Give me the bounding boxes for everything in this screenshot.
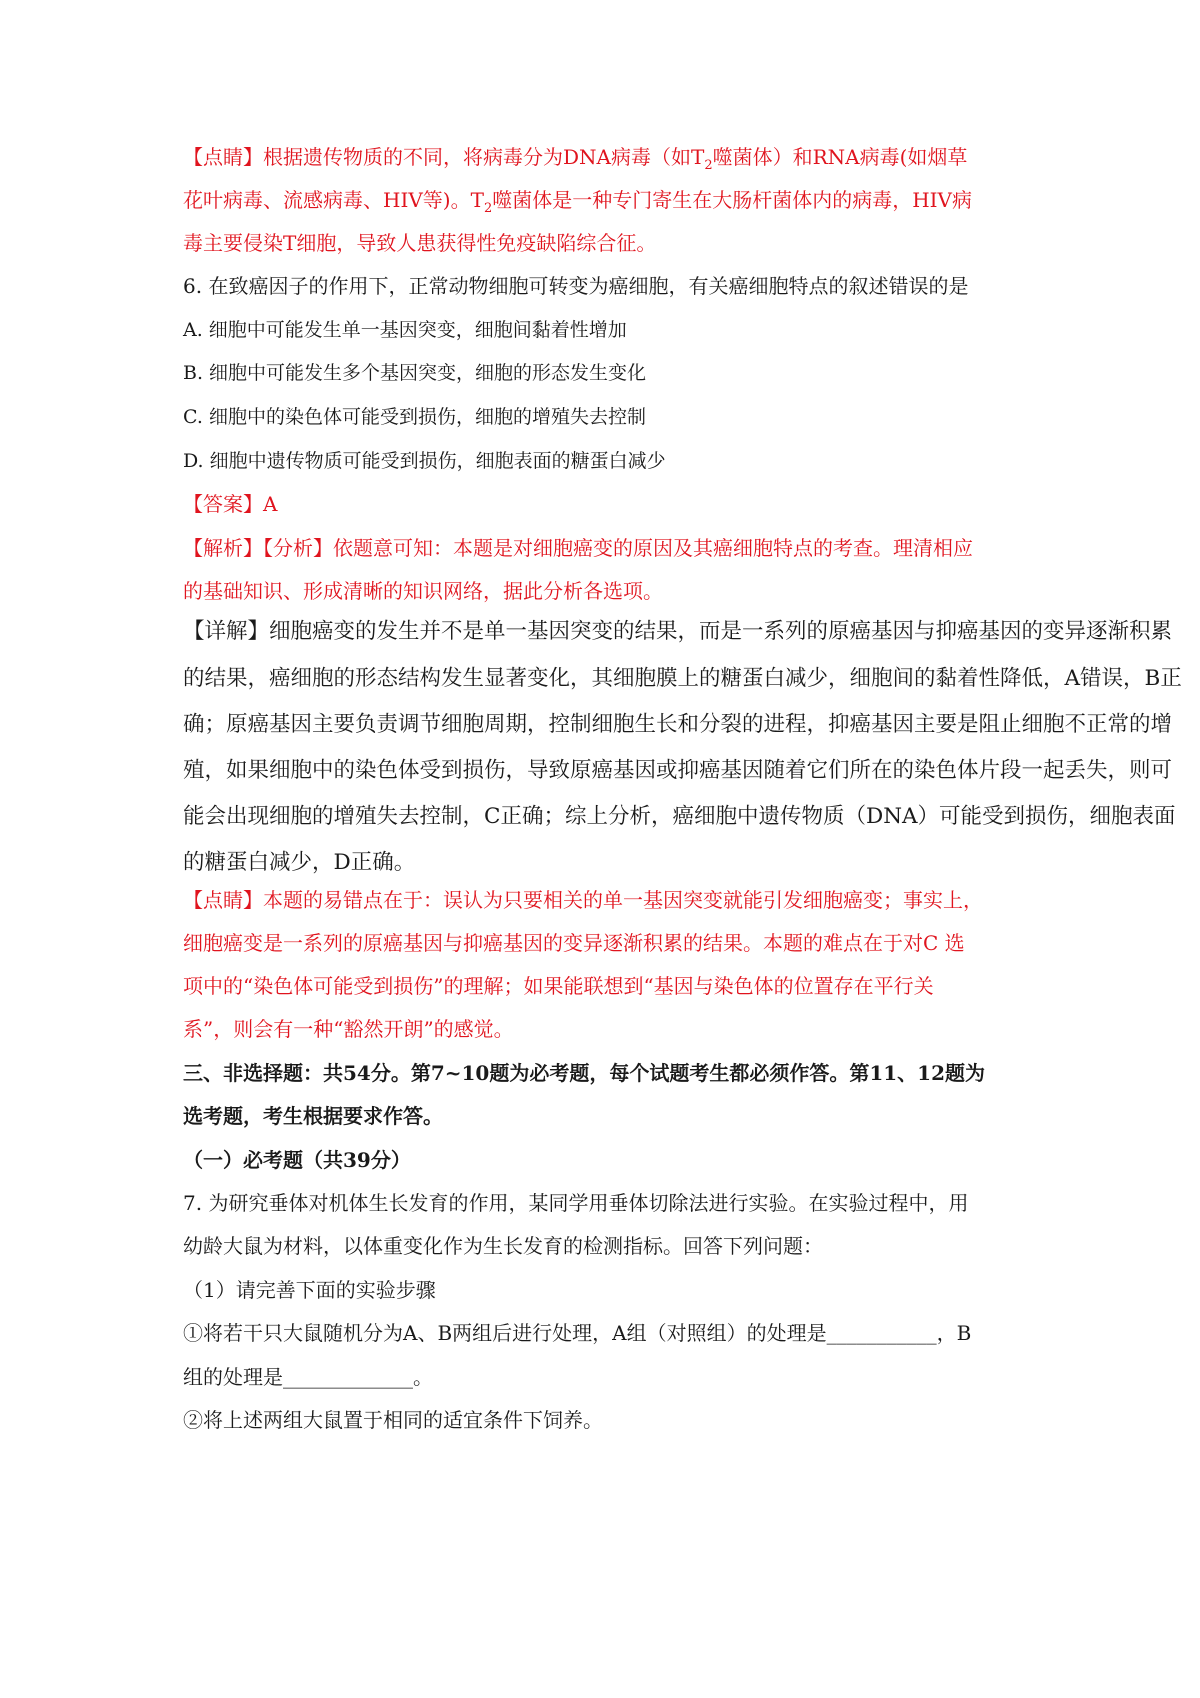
question-7-stem-line-2: 幼龄大鼠为材料，以体重变化作为生长发育的检测指标。回答下列问题： bbox=[183, 1234, 823, 1258]
question-7-step-2: ②将上述两组大鼠置于相同的适宜条件下饲养。 bbox=[183, 1408, 603, 1432]
question-6-option-b: B. 细胞中可能发生多个基因突变，细胞的形态发生变化 bbox=[183, 362, 647, 384]
question-6-option-a: A. 细胞中可能发生单一基因突变，细胞间黏着性增加 bbox=[183, 319, 627, 341]
question-6-analysis-line-2: 的基础知识、形成清晰的知识网络，据此分析各选项。 bbox=[183, 579, 663, 603]
question-6-note-line-1: 【点睛】本题的易错点在于：误认为只要相关的单一基因突变就能引发细胞癌变；事实上， bbox=[183, 888, 983, 912]
question-6-note-line-3: 项中的“染色体可能受到损伤”的理解；如果能联想到“基因与染色体的位置存在平行关 bbox=[183, 974, 934, 998]
section-3-heading-line-1: 三、非选择题：共54分。第7~10题为必考题，每个试题考生都必须作答。第11、12题为 bbox=[183, 1061, 986, 1085]
question-6-detail-line-4: 殖，如果细胞中的染色体受到损伤，导致原癌基因或抑癌基因随着它们所在的染色体片段一起丢失，则可 bbox=[183, 758, 1173, 783]
question-7-part-1: （1）请完善下面的实验步骤 bbox=[183, 1278, 436, 1302]
section-3-heading-line-2: 选考题，考生根据要求作答。 bbox=[183, 1104, 443, 1128]
question-6-stem: 6. 在致癌因子的作用下，正常动物细胞可转变为癌细胞，有关癌细胞特点的叙述错误的是 bbox=[183, 274, 969, 298]
note-previous-line-2: 花叶病毒、流感病毒、HIV等)。$T_2$噬菌体是一种专门寄生在大肠杆菌体内的病毒，HIV病 bbox=[183, 188, 973, 216]
question-6-answer: 【答案】A bbox=[183, 492, 278, 516]
note-previous-line-3: 毒主要侵染T细胞，导致人患获得性免疫缺陷综合征。 bbox=[183, 231, 657, 255]
question-7-step-1-line-1: ①将若干只大鼠随机分为A、B两组后进行处理，A组（对照组）的处理是___________，B bbox=[183, 1321, 972, 1345]
section-3-subheading: （一）必考题（共39分） bbox=[183, 1148, 411, 1172]
question-6-detail-line-6: 的糖蛋白减少，D正确。 bbox=[183, 850, 416, 875]
question-6-detail-line-5: 能会出现细胞的增殖失去控制，C正确；综上分析，癌细胞中遗传物质（DNA）可能受到损伤，细胞表面 bbox=[183, 804, 1176, 829]
question-6-option-d: D. 细胞中遗传物质可能受到损伤，细胞表面的糖蛋白减少 bbox=[183, 450, 666, 472]
question-6-option-c: C. 细胞中的染色体可能受到损伤，细胞的增殖失去控制 bbox=[183, 406, 646, 428]
question-6-detail-line-2: 的结果，癌细胞的形态结构发生显著变化，其细胞膜上的糖蛋白减少，细胞间的黏着性降低，A错误，B正 bbox=[183, 666, 1182, 691]
question-7-stem-line-1: 7. 为研究垂体对机体生长发育的作用，某同学用垂体切除法进行实验。在实验过程中，用 bbox=[183, 1191, 969, 1215]
note-previous-line-1: 【点睛】根据遗传物质的不同，将病毒分为DNA病毒（如$T_2$噬菌体）和RNA病毒(如烟草 bbox=[183, 145, 968, 173]
question-6-note-line-2: 细胞癌变是一系列的原癌基因与抑癌基因的变异逐渐积累的结果。本题的难点在于对C 选 bbox=[183, 931, 965, 955]
question-6-detail-line-1: 【详解】细胞癌变的发生并不是单一基因突变的结果，而是一系列的原癌基因与抑癌基因的变异逐渐积累 bbox=[183, 619, 1173, 644]
question-7-step-1-line-2: 组的处理是_____________。 bbox=[183, 1365, 433, 1389]
question-6-detail-line-3: 确；原癌基因主要负责调节细胞周期，控制细胞生长和分裂的进程，抑癌基因主要是阻止细胞不正常的增 bbox=[183, 712, 1173, 737]
question-6-analysis-line-1: 【解析】【分析】依题意可知：本题是对细胞癌变的原因及其癌细胞特点的考查。理清相应 bbox=[183, 536, 973, 560]
question-6-note-line-4: 系”，则会有一种“豁然开朗”的感觉。 bbox=[183, 1017, 514, 1041]
